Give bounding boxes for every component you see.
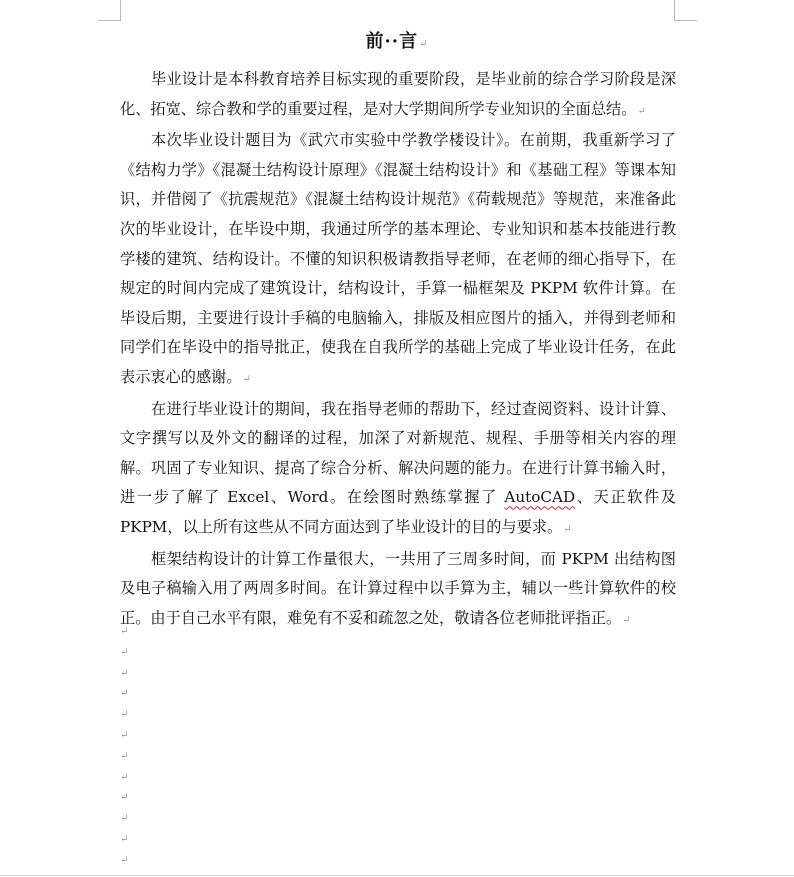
empty-paragraph-mark-icon[interactable]: ↵ <box>120 667 129 679</box>
document-body[interactable] <box>120 65 676 635</box>
paragraph-4[interactable] <box>120 545 676 636</box>
paragraph-2[interactable] <box>120 126 676 394</box>
empty-paragraph-mark-icon[interactable]: ↵ <box>120 792 129 804</box>
empty-paragraph-mark-icon[interactable]: ↵ <box>120 813 129 825</box>
paragraph-3[interactable] <box>120 395 676 545</box>
paragraph-3-text-end: 、天正软件及 PKPM，以上所有这些从不同方面达到了毕业设计的目的与要求。 <box>120 488 676 536</box>
empty-paragraph-list[interactable] <box>120 622 160 872</box>
paragraph-1-text: 毕业设计是本科教育培养目标实现的重要阶段，是毕业前的综合学习阶段是深化、拓宽、综合教和学的重要过程，是对大学期间所学专业知识的全面总结。 <box>120 70 676 118</box>
empty-paragraph-mark-icon[interactable]: ↵ <box>120 750 129 762</box>
page-bottom-edge <box>0 875 794 876</box>
empty-paragraph-mark-icon[interactable]: ↵ <box>120 854 129 866</box>
empty-paragraph-mark-icon[interactable]: ↵ <box>120 688 129 700</box>
paragraph-2-text: 本次毕业设计题目为《武穴市实验中学教学楼设计》。在前期，我重新学习了《结构力学》《混凝土结构设计原理》《混凝土结构设计》和《基础工程》等课本知识，并借阅了《抗震规范》《混凝土结构设计规范》《荷载规范》等规范，来准备此次的毕业设计，在毕设中期，我通过所学的基本理论、专业知识和基本技能进行教学楼的建筑、结构设计。不懂的知识积极请教指导老师，在老师的细心指导下，在规定的时间内完成了建筑设计，结构设计，手算一榀框架及 PKPM 软件计算。在毕设后期，主要进行设计手稿的电脑输入，排版及相应图片的插入，并得到老师和同学们在毕设中的指导批正，使我在自我所学的基础上完成了毕业设计任务，在此表示衷心的感谢。 <box>120 131 676 386</box>
empty-paragraph-mark-icon[interactable]: ↵ <box>120 729 129 741</box>
paragraph-mark-icon: ↵ <box>419 39 429 50</box>
paragraph-mark-icon: ↵ <box>622 614 631 626</box>
empty-paragraph-mark-icon[interactable]: ↵ <box>120 626 129 637</box>
empty-paragraph-mark-icon[interactable]: ↵ <box>120 771 129 783</box>
empty-paragraph-mark-icon[interactable]: ↵ <box>120 833 129 845</box>
paragraph-mark-icon: ↵ <box>637 105 646 117</box>
margin-corner-top-left <box>98 0 121 21</box>
title-text: 前··言 <box>365 31 419 52</box>
document-title[interactable] <box>0 28 794 59</box>
empty-paragraph-mark-icon[interactable]: ↵ <box>120 646 129 658</box>
empty-paragraph-mark-icon[interactable]: ↵ <box>120 709 129 721</box>
spellcheck-word-autocad[interactable]: AutoCAD <box>504 488 576 507</box>
margin-corner-top-right <box>674 0 697 21</box>
paragraph-mark-icon: ↵ <box>242 373 251 385</box>
paragraph-1[interactable] <box>120 65 676 126</box>
paragraph-4-text: 框架结构设计的计算工作量很大，一共用了三周多时间，而 PKPM 出结构图及电子稿输入用了两周多时间。在计算过程中以手算为主，辅以一些计算软件的校正。由于自己水平有限，难免有不妥和疏忽之处，敬请各位老师批评指正。 <box>120 549 676 627</box>
paragraph-mark-icon: ↵ <box>563 523 572 535</box>
paragraph-3-text-start: 在进行毕业设计的期间，我在指导老师的帮助下，经过查阅资料、设计计算、文字撰写以及外文的翻译的过程，加深了对新规范、规程、手册等相关内容的理解。巩固了专业知识、提高了综合分析、解决问题的能力。在进行计算书输入时，进一步了解了 Excel、Word。在绘图时熟练掌握了 <box>120 399 676 507</box>
